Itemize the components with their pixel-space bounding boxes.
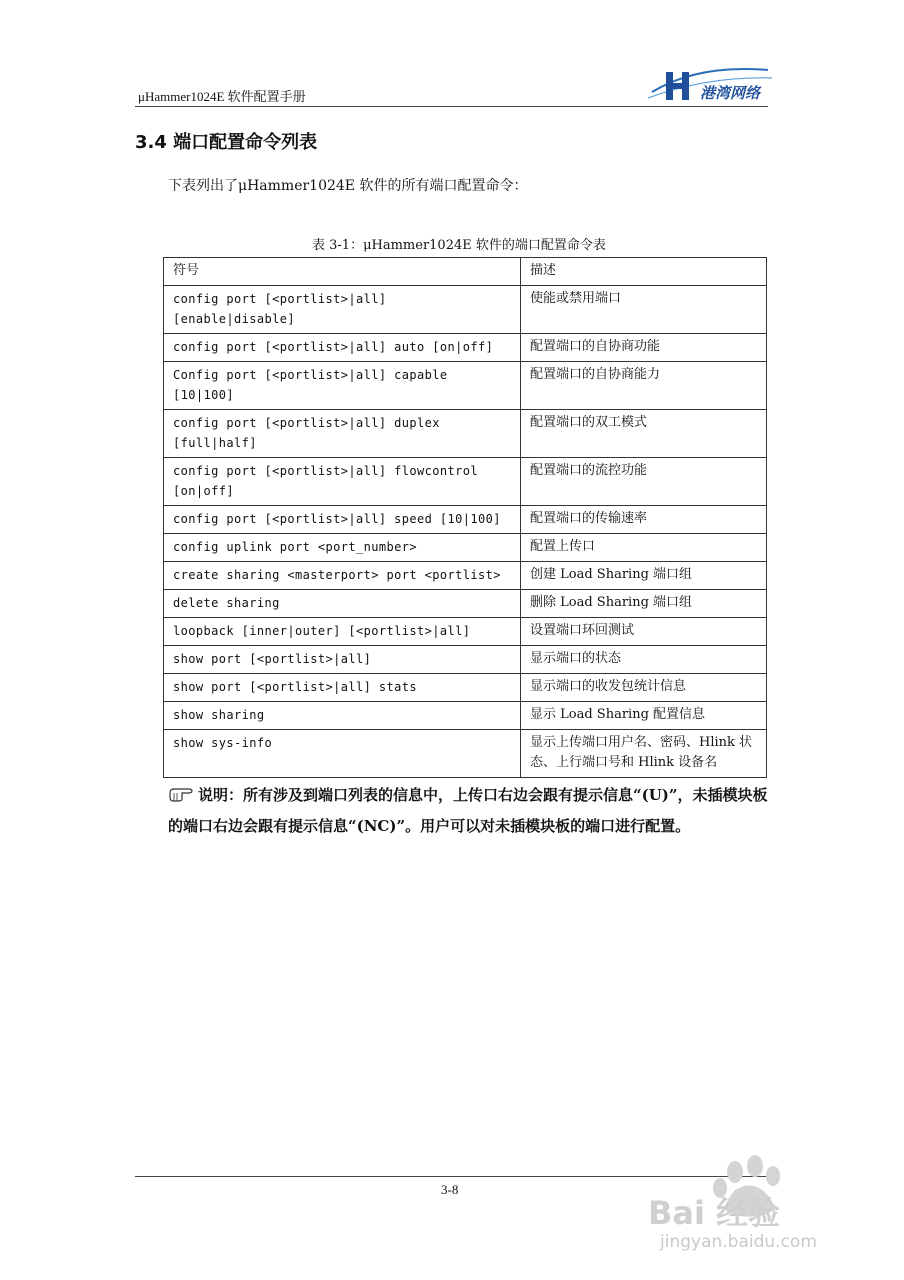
header-description: 描述 xyxy=(521,258,767,286)
description-cell: 配置端口的传输速率 xyxy=(521,506,767,534)
command-cell: config port [<portlist>|all] flowcontrol [on|off] xyxy=(164,458,521,506)
description-cell: 配置端口的流控功能 xyxy=(521,458,767,506)
command-cell: config port [<portlist>|all] speed [10|100] xyxy=(164,506,521,534)
logo-text: 港湾网络 xyxy=(700,84,761,102)
description-cell: 配置端口的自协商能力 xyxy=(521,362,767,410)
description-cell: 显示上传端口用户名、密码、Hlink 状态、上行端口号和 Hlink 设备名 xyxy=(521,730,767,778)
pointing-hand-icon xyxy=(168,784,198,802)
watermark-url: jingyan.baidu.com xyxy=(660,1232,817,1252)
table-row xyxy=(164,534,767,562)
header-title: μHammer1024E 软件配置手册 xyxy=(138,89,306,104)
description-cell: 使能或禁用端口 xyxy=(521,286,767,334)
table-row xyxy=(164,590,767,618)
table-row xyxy=(164,646,767,674)
command-cell: Config port [<portlist>|all] capable [10|100] xyxy=(164,362,521,410)
command-cell: config uplink port <port_number> xyxy=(164,534,521,562)
description-cell: 显示端口的收发包统计信息 xyxy=(521,674,767,702)
command-cell: show sharing xyxy=(164,702,521,730)
table-row xyxy=(164,334,767,362)
description-cell: 显示端口的状态 xyxy=(521,646,767,674)
table-row xyxy=(164,410,767,458)
command-cell: delete sharing xyxy=(164,590,521,618)
description-cell: 配置端口的自协商功能 xyxy=(521,334,767,362)
header-divider xyxy=(135,106,768,107)
page-number: 3-8 xyxy=(441,1182,459,1197)
company-logo xyxy=(648,62,772,108)
command-cell: config port [<portlist>|all] duplex [full|half] xyxy=(164,410,521,458)
description-cell: 设置端口环回测试 xyxy=(521,618,767,646)
table-row xyxy=(164,362,767,410)
table-caption: 表 3-1：μHammer1024E 软件的端口配置命令表 xyxy=(312,238,606,253)
intro-paragraph: 下表列出了μHammer1024E 软件的所有端口配置命令： xyxy=(168,178,528,194)
table-row xyxy=(164,674,767,702)
description-cell: 配置端口的双工模式 xyxy=(521,410,767,458)
command-cell: show sys-info xyxy=(164,730,521,778)
watermark-logo-text: Bai 经验 xyxy=(648,1194,781,1232)
command-cell: show port [<portlist>|all] stats xyxy=(164,674,521,702)
table-row xyxy=(164,286,767,334)
note-text: 说明：所有涉及到端口列表的信息中，上传口右边会跟有提示信息“(U)”，未插模块板的端口右边会跟有提示信息“(NC)”。用户可以对未插模块板的端口进行配置。 xyxy=(168,786,768,835)
command-cell: create sharing <masterport> port <portlist> xyxy=(164,562,521,590)
port-command-table xyxy=(163,257,767,778)
description-cell: 删除 Load Sharing 端口组 xyxy=(521,590,767,618)
table-row xyxy=(164,618,767,646)
baidu-watermark-logo xyxy=(640,1140,850,1280)
section-title: 3.4 端口配置命令列表 xyxy=(135,132,318,153)
description-cell: 配置上传口 xyxy=(521,534,767,562)
table-row xyxy=(164,730,767,778)
description-cell: 显示 Load Sharing 配置信息 xyxy=(521,702,767,730)
table-row xyxy=(164,702,767,730)
description-cell: 创建 Load Sharing 端口组 xyxy=(521,562,767,590)
command-cell: show port [<portlist>|all] xyxy=(164,646,521,674)
table-row xyxy=(164,458,767,506)
table-header-row xyxy=(164,258,767,286)
command-cell: config port [<portlist>|all] [enable|disable] xyxy=(164,286,521,334)
note-paragraph xyxy=(168,780,774,842)
command-cell: config port [<portlist>|all] auto [on|off] xyxy=(164,334,521,362)
header-symbol: 符号 xyxy=(164,258,521,286)
table-row xyxy=(164,562,767,590)
table-row xyxy=(164,506,767,534)
command-cell: loopback [inner|outer] [<portlist>|all] xyxy=(164,618,521,646)
